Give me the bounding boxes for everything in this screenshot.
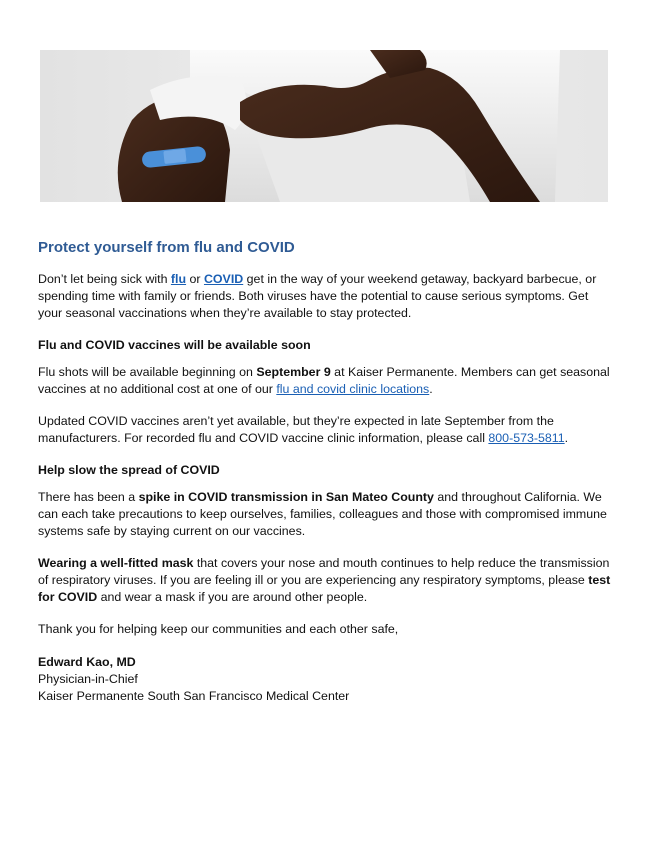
hero-image (40, 50, 608, 202)
intro-paragraph: Don’t let being sick with flu or COVID get in the way of your weekend getaway, backyard barbecue, or spending time with family or friends. Both viruses have the potential to cause serious symptoms. Get your seasonal vaccinations when they’re available to stay protected. (38, 272, 597, 320)
covid-link[interactable]: COVID (203, 272, 244, 286)
flu-link[interactable]: flu (170, 272, 187, 286)
spread-paragraph-1: There has been a spike in COVID transmission in San Mateo County and throughout California. We can each take precautions to keep ourselves, families, colleagues and those with compromised immune systems safe by staying current on our vaccines. (38, 490, 607, 538)
vaccines-paragraph-2: Updated COVID vaccines aren’t yet available, but they’re expected in late September from the manufacturers. For recorded flu and COVID vaccine clinic information, please call 800-573-5811. (38, 414, 569, 445)
phone-link[interactable]: 800-573-5811 (488, 431, 565, 445)
article-heading: Protect yourself from flu and COVID (38, 239, 295, 256)
spread-paragraph-2: Wearing a well-fitted mask that covers your nose and mouth continues to help reduce the transmission of respiratory viruses. If you are feeling ill or you are experiencing any respiratory symptoms, please test for COVID and wear a mask if you are around other people. (38, 556, 611, 604)
vaccines-heading: Flu and COVID vaccines will be available soon (38, 338, 311, 352)
vaccines-paragraph-1: Flu shots will be available beginning on September 9 at Kaiser Permanente. Members can get seasonal vaccines at no additional cost at one of our flu and covid clinic locations. (38, 365, 610, 396)
article (38, 238, 614, 705)
clinic-locations-link[interactable]: flu and covid clinic locations (276, 382, 430, 396)
spread-heading: Help slow the spread of COVID (38, 463, 220, 477)
signature-title: Physician-in-Chief (38, 672, 138, 686)
signature-block (38, 654, 614, 705)
closing-text: Thank you for helping keep our communities and each other safe, (38, 622, 399, 636)
signature-org: Kaiser Permanente South San Francisco Medical Center (38, 689, 350, 703)
signature-name: Edward Kao, MD (38, 655, 136, 669)
